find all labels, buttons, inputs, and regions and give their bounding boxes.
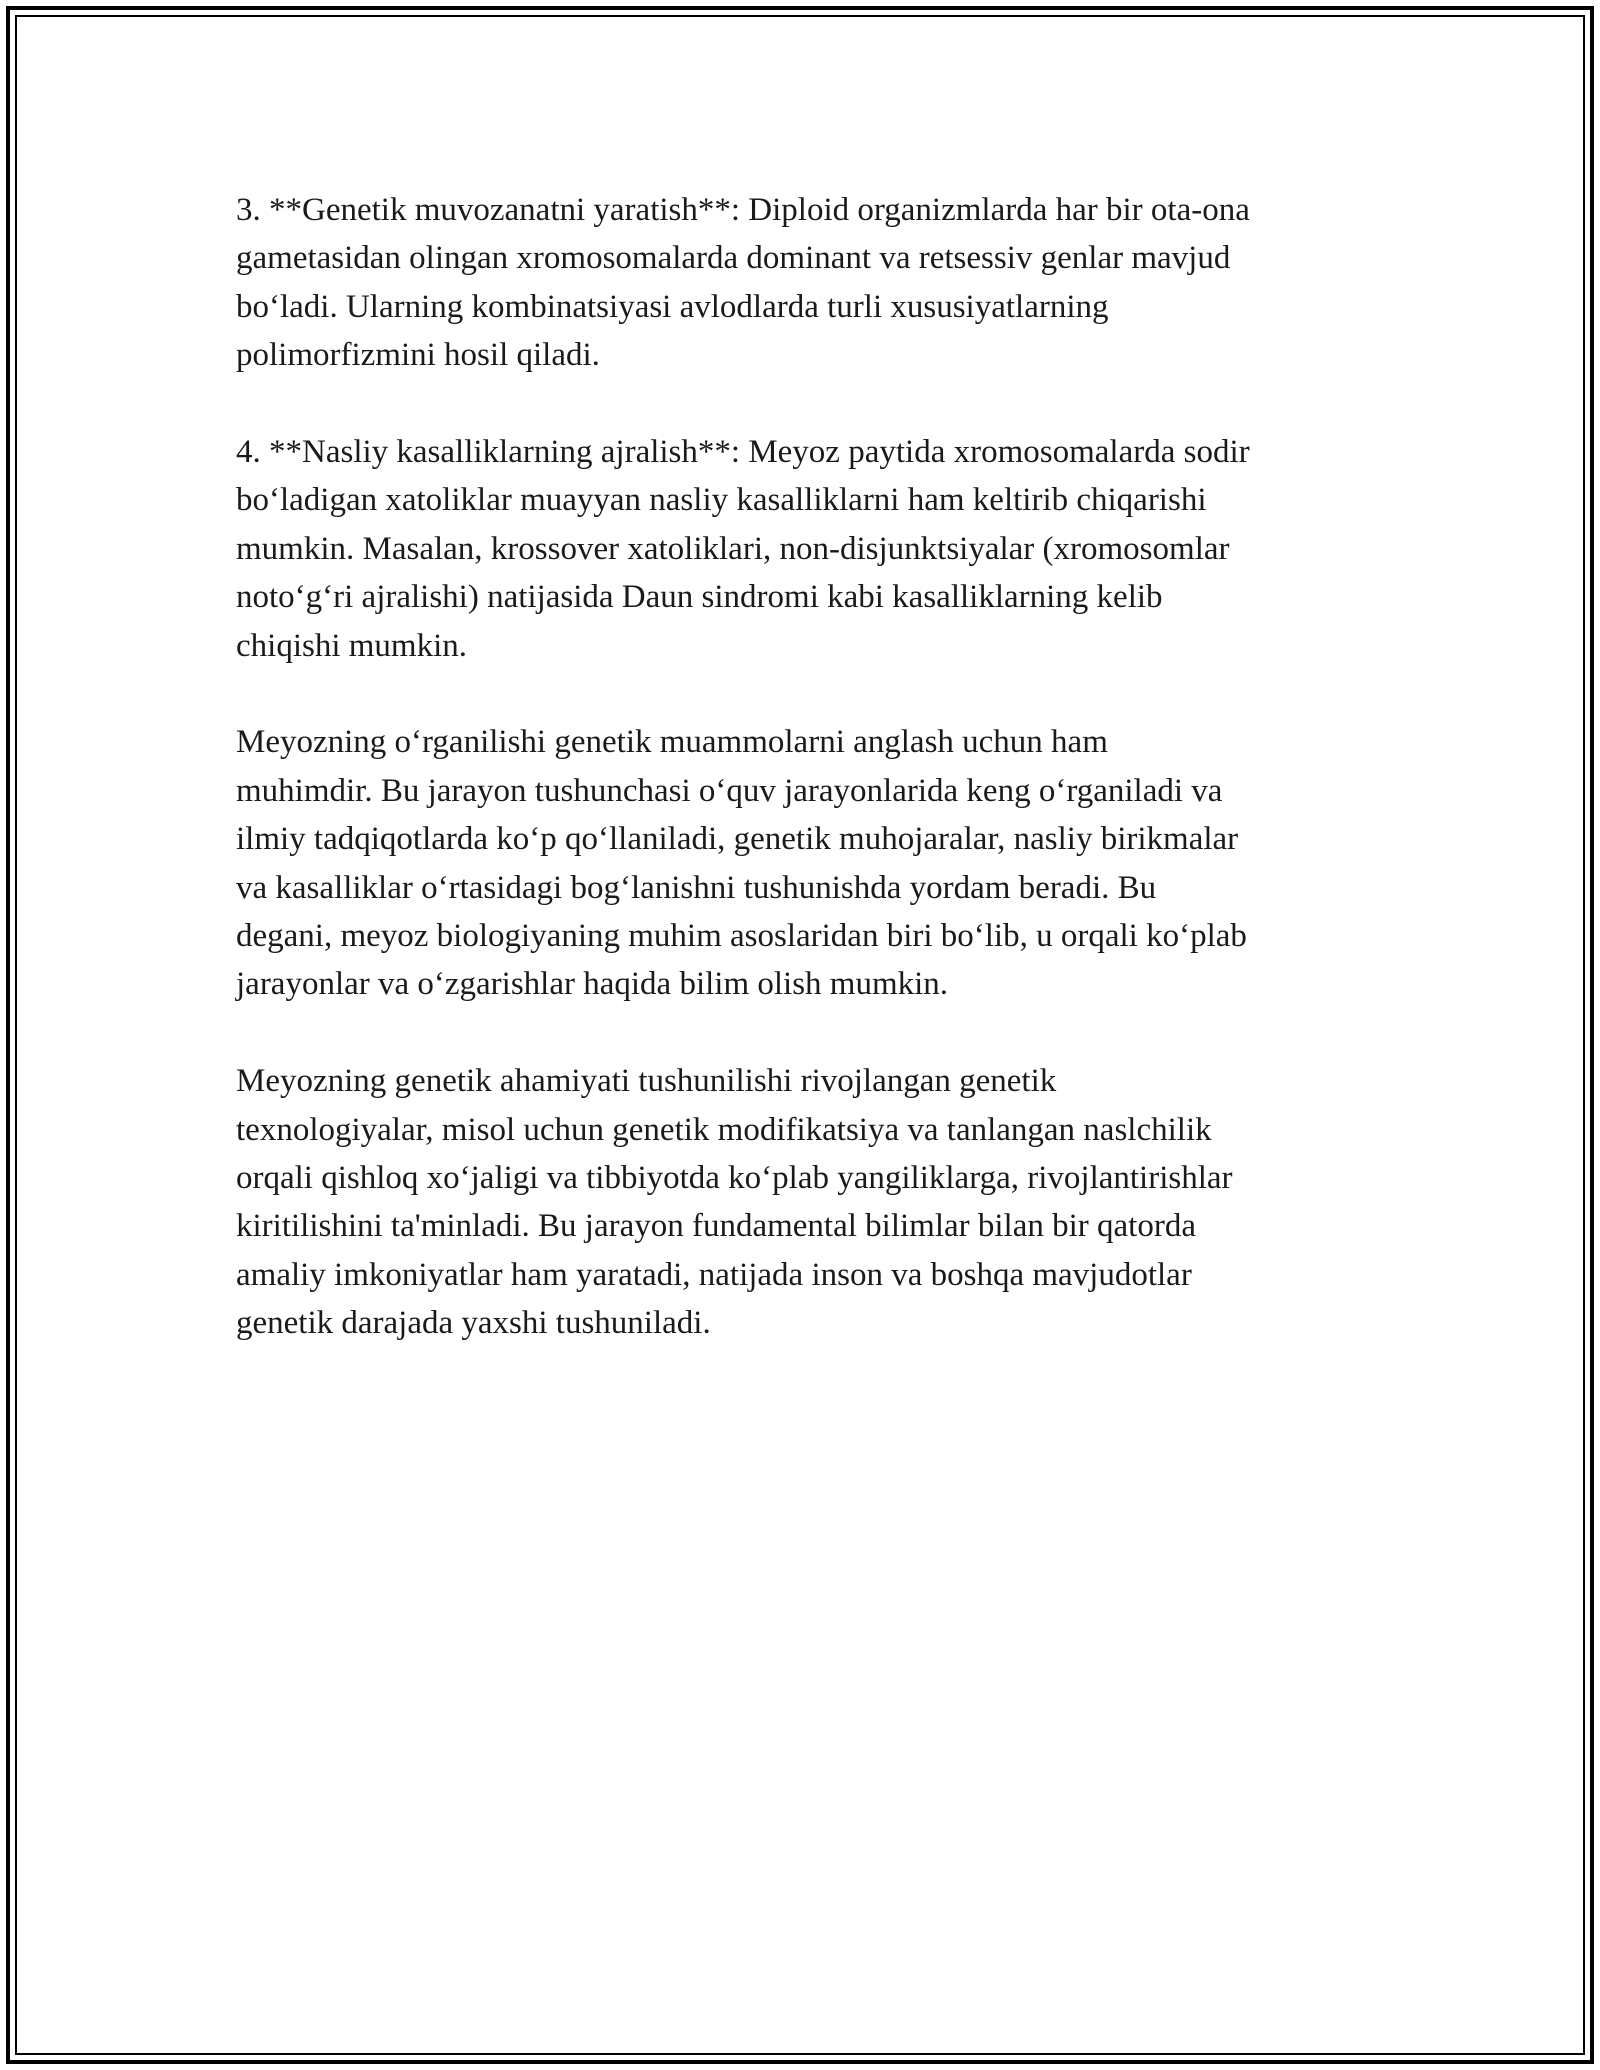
text-line: degani, meyoz biologiyaning muhim asoslaridan biri bo‘lib, u orqali ko‘plab <box>236 918 1247 955</box>
text-line: noto‘g‘ri ajralishi) natijasida Daun sindromi kabi kasalliklarning kelib <box>236 579 1163 616</box>
text-line: bo‘ladi. Ularning kombinatsiyasi avlodlarda turli xususiyatlarning <box>236 288 1109 325</box>
text-line: 4. **Nasliy kasalliklarning ajralish**: Meyoz paytida xromosomalarda sodir <box>236 434 1250 471</box>
paragraph-genetic-significance <box>236 1057 1376 1347</box>
text-line: va kasalliklar o‘rtasidagi bog‘lanishni tushunishda yordam beradi. Bu <box>236 869 1157 906</box>
text-line: bo‘ladigan xatoliklar muayyan nasliy kasalliklarni ham keltirib chiqarishi <box>236 482 1207 519</box>
text-line: texnologiyalar, misol uchun genetik modifikatsiya va tanlangan naslchilik <box>236 1111 1212 1148</box>
paragraph-meiosis-study <box>236 718 1376 1008</box>
text-line: Meyozning o‘rganilishi genetik muammolarni anglash uchun ham <box>236 724 1108 761</box>
text-line: Meyozning genetik ahamiyati tushunilishi rivojlangan genetik <box>236 1063 1057 1100</box>
document-body <box>236 186 1376 1396</box>
text-line: amaliy imkoniyatlar ham yaratadi, natijada inson va boshqa mavjudotlar <box>236 1256 1192 1293</box>
text-line: muhimdir. Bu jarayon tushunchasi o‘quv jarayonlarida keng o‘rganiladi va <box>236 772 1223 809</box>
text-line: orqali qishloq xo‘jaligi va tibbiyotda ko‘plab yangiliklarga, rivojlantirishlar <box>236 1160 1233 1197</box>
paragraph-hereditary-diseases <box>236 428 1376 670</box>
text-line: gametasidan olingan xromosomalarda dominant va retsessiv genlar mavjud <box>236 240 1231 277</box>
text-line: jarayonlar va o‘zgarishlar haqida bilim olish mumkin. <box>236 966 949 1003</box>
text-line: polimorfizmini hosil qiladi. <box>236 337 600 374</box>
paragraph-genetic-balance <box>236 186 1376 380</box>
text-line: chiqishi mumkin. <box>236 627 467 664</box>
text-line: ilmiy tadqiqotlarda ko‘p qo‘llaniladi, genetik muhojaralar, nasliy birikmalar <box>236 821 1239 858</box>
text-line: mumkin. Masalan, krossover xatoliklari, non-disjunktsiyalar (xromosomlar <box>236 530 1230 567</box>
text-line: genetik darajada yaxshi tushuniladi. <box>236 1305 711 1342</box>
text-line: 3. **Genetik muvozanatni yaratish**: Diploid organizmlarda har bir ota-ona <box>236 192 1250 228</box>
text-line: kiritilishini ta'minladi. Bu jarayon fundamental bilimlar bilan bir qatorda <box>236 1208 1196 1245</box>
